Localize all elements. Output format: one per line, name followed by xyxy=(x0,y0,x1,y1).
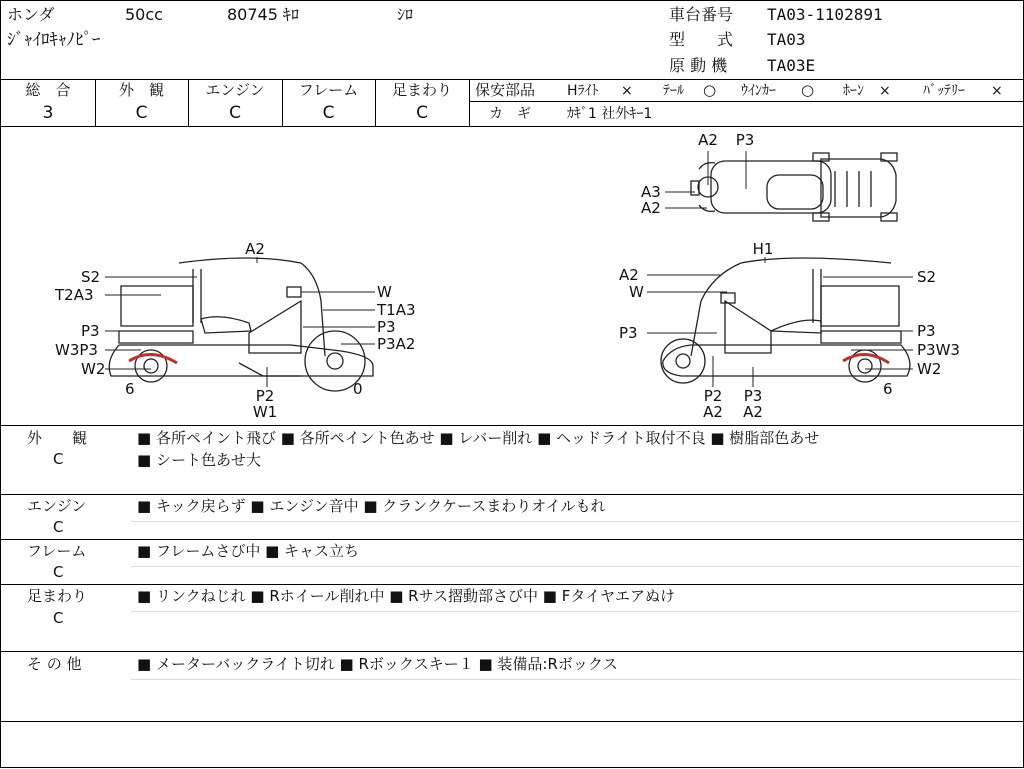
grade-label-engine: エンジン xyxy=(205,81,265,99)
maker: ホンダ xyxy=(7,5,55,24)
top-view-label: A2 xyxy=(641,199,661,217)
right-view-label: 6 xyxy=(883,380,893,398)
note-grade-frame: C xyxy=(53,563,64,581)
left-view-label: P2 xyxy=(255,387,275,405)
note-label-other: そ の 他 xyxy=(27,655,82,673)
frame-no-label: 車台番号 xyxy=(669,5,734,24)
note-label-suspension: 足まわり xyxy=(27,587,88,605)
note-label-engine: エンジン xyxy=(27,497,87,515)
grade-value-engine: C xyxy=(229,103,241,123)
note-line-exterior: ■ シート色あせ大 xyxy=(137,451,261,469)
note-grade-suspension: C xyxy=(53,609,64,627)
mileage: 80745 ｷﾛ xyxy=(227,5,299,24)
safety-item-tail: ﾃｰﾙ xyxy=(663,83,684,99)
right-view-label: A2 xyxy=(703,403,723,421)
right-view-label: H1 xyxy=(752,240,774,258)
grade-value-overall: 3 xyxy=(42,103,54,123)
safety-item-headlight: Hﾗｲﾄ xyxy=(567,83,599,99)
ruled-line xyxy=(131,521,1021,522)
damage-diagram xyxy=(1,1,1023,769)
right-view-label: S2 xyxy=(917,268,937,286)
left-view-label: T2A3 xyxy=(55,286,94,304)
grade-value-frame: C xyxy=(322,103,335,123)
body-color: ｼﾛ xyxy=(397,5,414,24)
safety-mark-battery: × xyxy=(991,83,1003,99)
safety-item-winker: ｳｲﾝｶｰ xyxy=(741,83,776,99)
note-grade-engine: C xyxy=(53,518,64,536)
safety-title: 保安部品 xyxy=(475,81,536,99)
divider xyxy=(1,494,1023,495)
note-label-exterior: 外 観 xyxy=(27,429,88,447)
left-view-label: W3P3 xyxy=(55,341,98,359)
grade-value-exterior: C xyxy=(135,103,148,123)
left-view-label: P3 xyxy=(81,322,100,340)
safety-mark-tail: ○ xyxy=(703,81,717,99)
divider xyxy=(1,584,1023,585)
top-view-label: A2 xyxy=(698,131,718,149)
top-view-label: A3 xyxy=(641,183,661,201)
note-label-frame: フレーム xyxy=(27,542,87,560)
left-view-label: W1 xyxy=(252,403,278,421)
top-view-scooter xyxy=(691,153,897,221)
key-label: カ ギ xyxy=(489,106,531,122)
key-value: ｶｷﾞ1 社外ｷｰ1 xyxy=(567,106,653,122)
note-line-engine: ■ キック戻らず ■ エンジン音中 ■ クランクケースまわりオイルもれ xyxy=(137,497,606,515)
grade-value-suspension: C xyxy=(416,103,428,123)
ruled-line xyxy=(131,611,1021,612)
left-view-label: 0 xyxy=(353,380,363,398)
left-view-label: S2 xyxy=(81,268,101,286)
note-grade-exterior: C xyxy=(53,450,64,468)
right-view-label: P3W3 xyxy=(917,341,960,359)
left-view-label: P3 xyxy=(377,318,396,336)
right-view-label: A2 xyxy=(743,403,763,421)
note-line-frame: ■ フレームさび中 ■ キャス立ち xyxy=(137,542,360,560)
right-view-label: P3 xyxy=(743,387,763,405)
right-view-label: W xyxy=(629,283,644,301)
grade-label-exterior: 外 観 xyxy=(118,81,164,99)
grade-label-suspension: 足まわり xyxy=(391,81,452,99)
left-view-label: A2 xyxy=(245,240,265,258)
engine-model-label: 原 動 機 xyxy=(669,56,728,75)
right-view-label: P3 xyxy=(917,322,936,340)
type-value: TA03 xyxy=(767,30,806,49)
safety-item-horn: ﾎｰﾝ xyxy=(843,83,864,99)
model-name: ｼﾞｬｲﾛｷｬﾉﾋﾟｰ xyxy=(7,30,101,50)
left-view-label: P3A2 xyxy=(377,335,416,353)
left-view-label: 6 xyxy=(125,380,135,398)
right-view-label: W2 xyxy=(917,360,942,378)
divider xyxy=(1,539,1023,540)
right-view-label: P3 xyxy=(619,324,638,342)
divider xyxy=(1,651,1023,652)
grade-label-frame: フレーム xyxy=(298,81,359,99)
frame-no: TA03-1102891 xyxy=(767,5,883,24)
displacement: 50cc xyxy=(125,5,163,24)
note-line-other: ■ メーターバックライト切れ ■ Rボックスキー１ ■ 装備品:Rボックス xyxy=(137,655,618,673)
top-view-label: P3 xyxy=(735,131,755,149)
safety-item-battery: ﾊﾞｯﾃﾘｰ xyxy=(923,83,965,99)
safety-mark-winker: ○ xyxy=(801,81,815,99)
safety-mark-headlight: × xyxy=(621,83,633,99)
engine-model: TA03E xyxy=(767,56,816,75)
leader-lines xyxy=(105,151,913,387)
left-view-label: W xyxy=(377,283,392,301)
safety-mark-horn: × xyxy=(879,83,891,99)
right-view-label: A2 xyxy=(619,266,639,284)
ruled-line xyxy=(131,566,1021,567)
left-view-label: T1A3 xyxy=(377,301,416,319)
divider xyxy=(1,721,1023,722)
note-line-exterior: ■ 各所ペイント飛び ■ 各所ペイント色あせ ■ レバー削れ ■ ヘッドライト取付不良 ■ 樹脂部色あせ xyxy=(137,429,820,447)
note-line-suspension: ■ リンクねじれ ■ Rホイール削れ中 ■ Rサス摺動部さび中 ■ Fタイヤエアぬけ xyxy=(137,587,676,605)
left-view-label: W2 xyxy=(81,360,106,378)
type-label: 型 式 xyxy=(669,30,734,49)
right-view-label: P2 xyxy=(703,387,723,405)
left-side-view-scooter xyxy=(109,258,373,391)
ruled-line xyxy=(131,679,1021,680)
grade-label-overall: 総 合 xyxy=(25,81,71,99)
